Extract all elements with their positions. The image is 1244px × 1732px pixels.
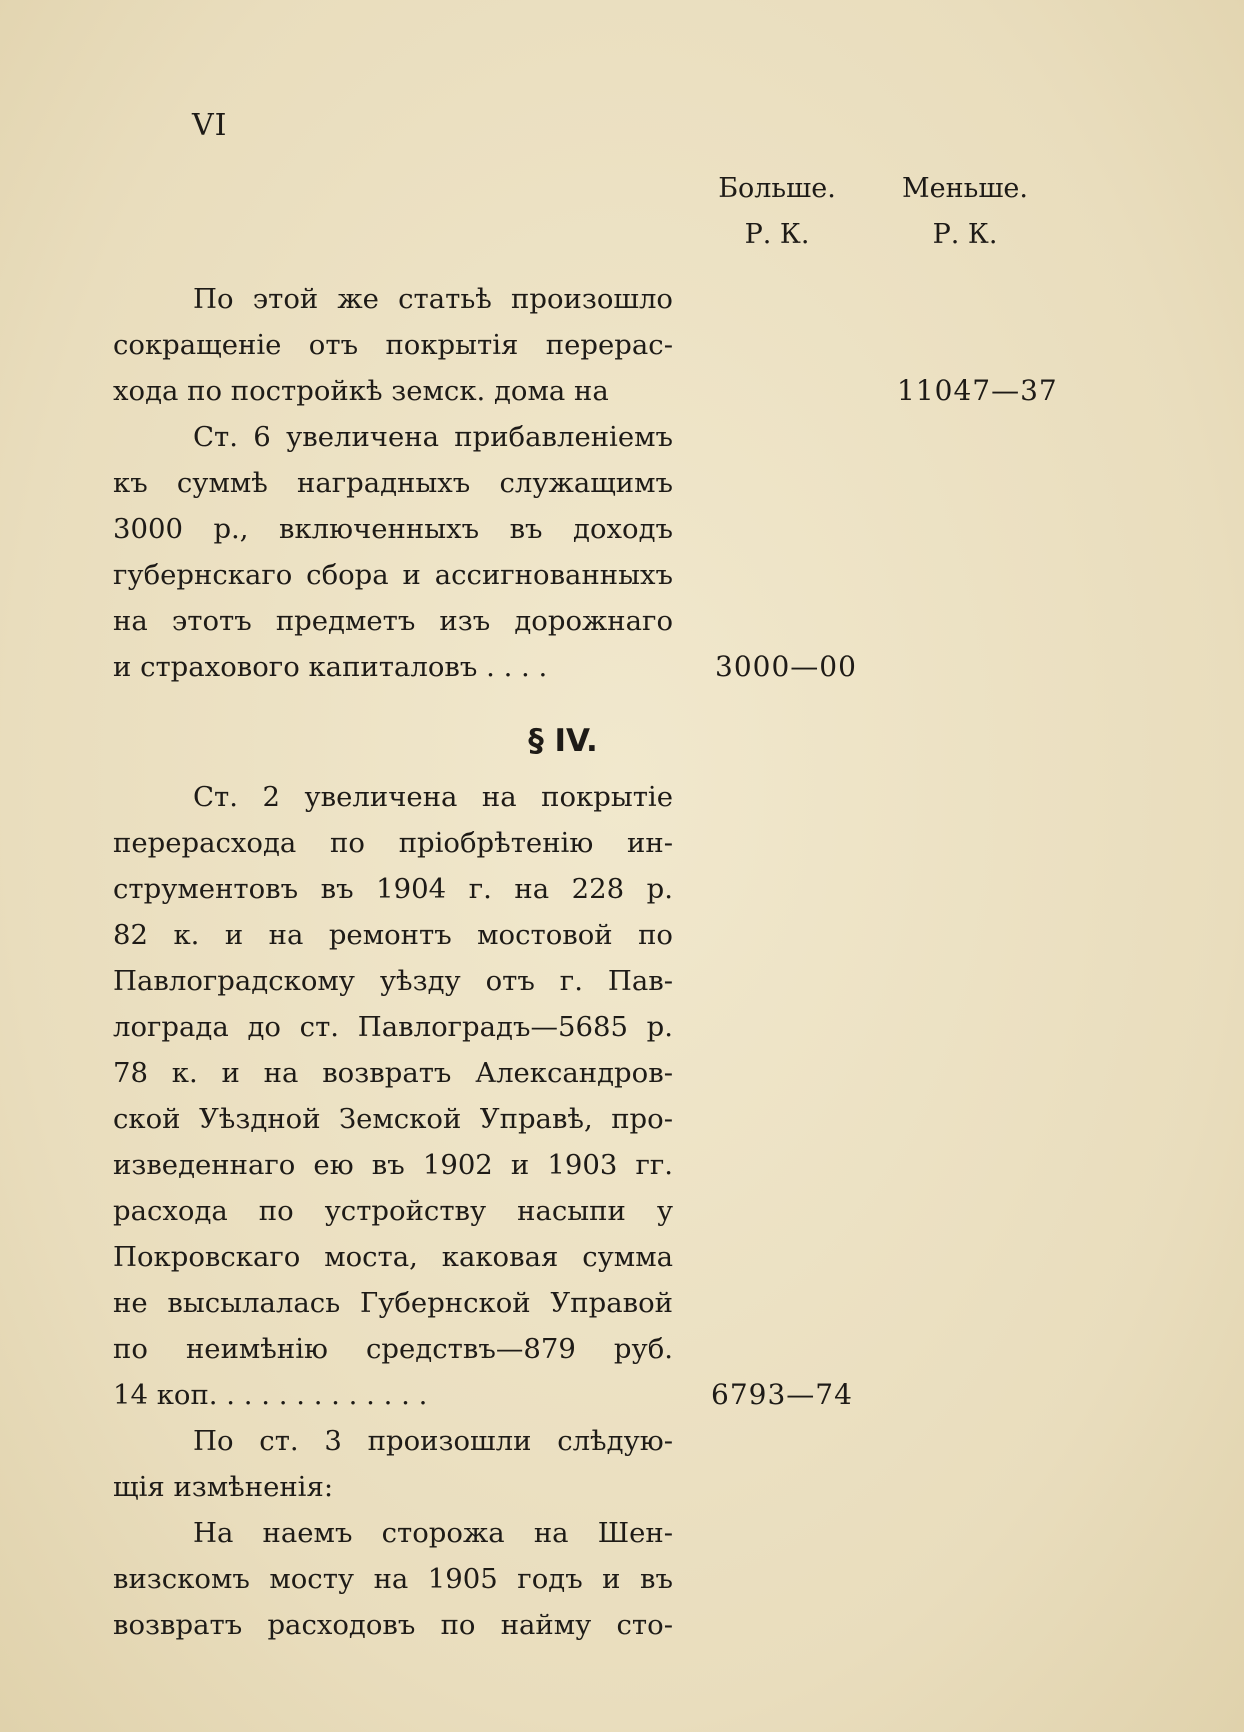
text-line: Ст. 2 увеличена на покрытіе xyxy=(193,781,673,813)
text-line: губернскаго сбора и ассигнованныхъ xyxy=(113,559,673,591)
text-line: не высылалась Губернской Управой xyxy=(113,1287,673,1319)
text-line: по неимѣнію средствъ—879 руб. xyxy=(113,1333,673,1365)
section-heading: § IV. xyxy=(528,723,598,759)
text-line: на этотъ предметъ изъ дорожнаго xyxy=(113,605,673,637)
text-line: 14 коп. . . . . . . . . . . . . xyxy=(113,1379,428,1411)
text-line: Покровскаго моста, каковая сумма xyxy=(113,1241,673,1273)
text-line: лограда до ст. Павлоградъ—5685 р. xyxy=(113,1011,673,1043)
text-line: 78 к. и на возвратъ Александров- xyxy=(113,1057,673,1089)
text-line: сокращеніе отъ покрытія перерас- xyxy=(113,329,673,361)
column-header-less xyxy=(880,166,1050,258)
column-units-less: Р. К. xyxy=(932,219,998,250)
amount-less-1: 11047—37 xyxy=(897,374,1058,407)
text-line: 3000 р., включенныхъ въ доходъ xyxy=(113,513,673,545)
text-line: къ суммѣ наградныхъ служащимъ xyxy=(113,467,673,499)
text-line: ской Уѣздной Земской Управѣ, про- xyxy=(113,1103,673,1135)
text-line: перерасхода по пріобрѣтенію ин- xyxy=(113,827,673,859)
column-header-more xyxy=(692,166,862,258)
text-line: 82 к. и на ремонтъ мостовой по xyxy=(113,919,673,951)
text-line: По ст. 3 произошли слѣдую- xyxy=(193,1425,673,1457)
text-line: струментовъ въ 1904 г. на 228 р. xyxy=(113,873,673,905)
page-number: VI xyxy=(192,108,228,143)
text-line: и страхового капиталовъ . . . . xyxy=(113,651,548,683)
text-line: изведеннаго ею въ 1902 и 1903 гг. xyxy=(113,1149,673,1181)
text-line: хода по постройкѣ земск. дома на xyxy=(113,375,609,407)
text-line: На наемъ сторожа на Шен- xyxy=(193,1517,673,1549)
text-line: возвратъ расходовъ по найму сто- xyxy=(113,1609,673,1641)
column-label-less: Меньше. xyxy=(902,173,1028,204)
text-line: По этой же статьѣ произошло xyxy=(193,283,673,315)
text-line: визскомъ мосту на 1905 годъ и въ xyxy=(113,1563,673,1595)
text-line: Ст. 6 увеличена прибавленіемъ xyxy=(193,421,673,453)
text-line: расхода по устройству насыпи у xyxy=(113,1195,673,1227)
amount-more-1: 3000—00 xyxy=(715,650,857,683)
text-line: щія измѣненія: xyxy=(113,1471,334,1503)
column-label-more: Больше. xyxy=(718,173,836,204)
amount-more-2: 6793—74 xyxy=(711,1378,853,1411)
text-line: Павлоградскому уѣзду отъ г. Пав- xyxy=(113,965,673,997)
column-units-more: Р. К. xyxy=(744,219,810,250)
